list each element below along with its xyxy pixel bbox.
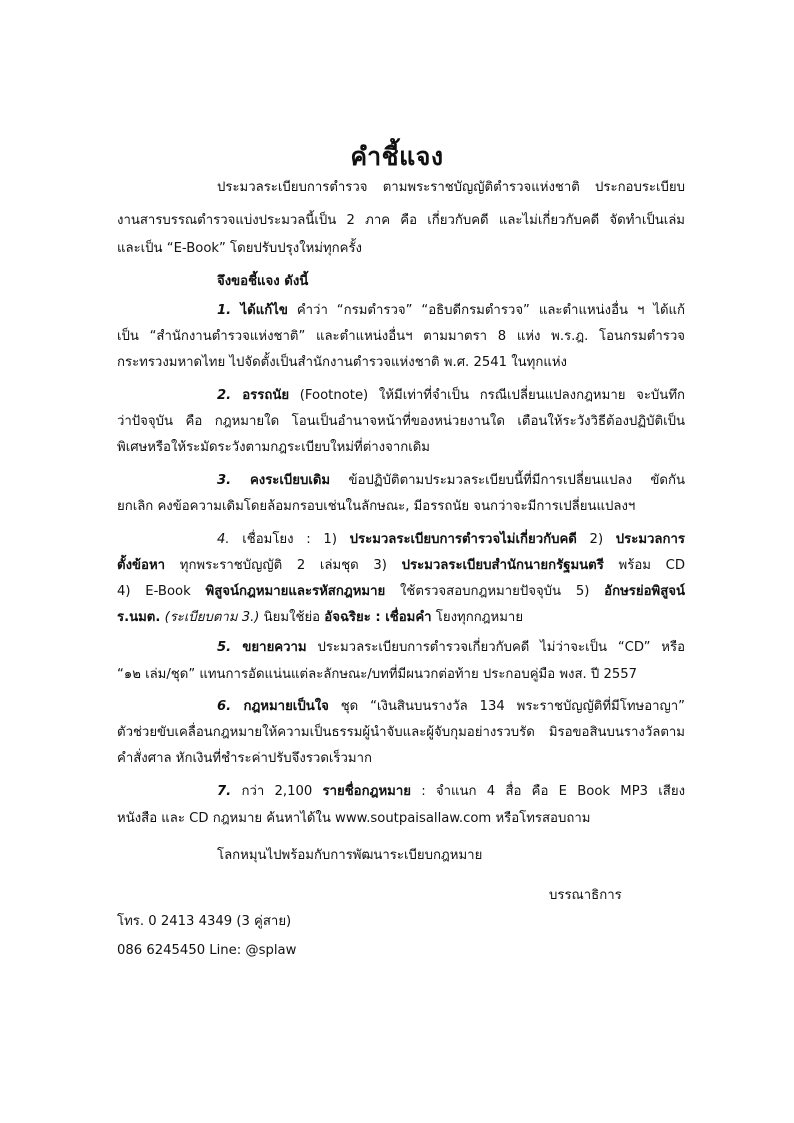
item-heading: คงระเบียบเดิม — [249, 473, 331, 488]
signature-editor: บรรณาธิการ — [549, 888, 622, 903]
item-2-line-1 — [217, 385, 685, 407]
item-number: 2. — [217, 388, 232, 403]
item-6-line-3: คำสั่งศาล หักเงินที่ชำระค่าปรับจึงรวดเร็วมาก — [117, 751, 372, 766]
item-heading: เชื่อมโยง — [242, 532, 294, 547]
item-heading: กฎหมายเป็นใจ — [243, 699, 329, 714]
smart-link-label: อัจฉริยะ : เชื่อมคำ — [324, 610, 432, 625]
item-text: โยงทุกกฎหมาย — [431, 610, 524, 625]
link-law-verification: พิสูจน์กฎหมายและรหัสกฎหมาย — [205, 584, 386, 599]
item-text: (Footnote) ให้มีเท่าที่จำเป็น กรณีเปลี่ยนแปลงกฎหมาย จะบันทึก — [299, 388, 685, 403]
item-text: กว่า 2,100 — [241, 784, 323, 799]
item-number: 1. — [217, 303, 232, 318]
item-4-line-4 — [117, 607, 685, 629]
link-police-non-criminal: ประมวลระเบียบการตำรวจไม่เกี่ยวกับคดี — [349, 532, 577, 547]
item-text: พร้อม CD — [603, 558, 685, 573]
item-1-line-3: กระทรวงมหาดไทย ไปจัดตั้งเป็นสำนักงานตำรวจแห่งชาติ พ.ศ. 2541 ในทุกแห่ง — [117, 355, 567, 370]
item-text-italic: (ระเบียบตาม 3.) — [160, 610, 260, 625]
item-4-line-2 — [117, 555, 685, 577]
item-heading: ขยายความ — [242, 640, 307, 655]
item-2-line-3: พิเศษหรือให้ระมัดระวังตามกฎระเบียบใหม่ที่ต่างจากเดิม — [117, 440, 430, 455]
item-text: ใช้ตรวจสอบกฎหมายปัจจุบัน 5) — [385, 584, 605, 599]
intro-line-1: ประมวลระเบียบการตำรวจ ตามพระราชบัญญัติตำรวจแห่งชาติ ประกอบระเบียบ — [217, 180, 685, 195]
link-pm-office-code: ประมวลระเบียบสำนักนายกรัฐมนตรี — [401, 558, 604, 573]
item-number: 6. — [217, 699, 232, 714]
item-number: 7. — [217, 784, 232, 799]
item-7-line-1 — [217, 781, 685, 803]
item-2-line-2: ว่าปัจจุบัน คือ กฎหมายใด โอนเป็นอำนาจหน้าที่ของหน่วยงานใด เตือนให้ระวังวิธีต้องปฏิบัติเป็น — [117, 414, 685, 429]
closing-line: โลกหมุนไปพร้อมกับการพัฒนาระเบียบกฎหมาย — [217, 848, 483, 863]
item-text: ชุด “เงินสินบนรางวัล 134 พระราชบัญญัติที่มีโทษอาญา” — [340, 699, 685, 714]
item-5-line-1 — [217, 637, 685, 659]
link-charges-code-cont: ตั้งข้อหา — [117, 558, 166, 573]
item-text: : 1) — [293, 532, 350, 547]
item-5-line-2: “๑๒ เล่ม/ชุด” แทนการอัดแน่นแต่ละลักษณะ/บทที่มีผนวกต่อท้าย ประกอบคู่มือ พงส. ปี 2557 — [117, 667, 638, 682]
item-heading: ได้แก้ไข — [240, 303, 288, 318]
item-7-line-2: หนังสือ และ CD กฎหมาย ค้นหาได้ใน www.soutpaisallaw.com หรือโทรสอบถาม — [117, 811, 591, 826]
item-text: นิยมใช้ย่อ — [259, 610, 325, 625]
item-text: 4) E-Book — [117, 584, 206, 599]
item-6-line-2: ตัวช่วยขับเคลื่อนกฎหมายให้ความเป็นธรรมผู้นำจับและผู้จับกุมอย่างรวบรัด มิรอขอสินบนรางวัลตาม — [117, 725, 685, 740]
link-charges-code: ประมวลการ — [615, 532, 685, 547]
page-title: คำชี้แจง — [350, 142, 444, 171]
item-text: คำว่า “กรมตำรวจ” “อธิบดีกรมตำรวจ” และตำแหน่งอื่น ฯ ได้แก้ — [296, 303, 685, 318]
item-number: 3. — [217, 473, 232, 488]
item-text: ประมวลระเบียบการตำรวจเกี่ยวกับคดี ไม่ว่าจะเป็น “CD” หรือ — [317, 640, 686, 655]
item-heading: อรรถนัย — [242, 388, 290, 403]
item-text: : จำแนก 4 สื่อ คือ E Book MP3 เสียง — [410, 784, 686, 799]
link-abbreviation-verification: อักษรย่อพิสูจน์ — [604, 584, 685, 599]
item-text: ทุกพระราชบัญญัติ 2 เล่มชุด 3) — [165, 558, 402, 573]
contact-phone: โทร. 0 2413 4349 (3 คู่สาย) — [117, 914, 292, 929]
item-3-line-2: ยกเลิก คงข้อความเดิมโดยล้อมกรอบเช่นในลักษณะ, มีอรรถนัย จนกว่าจะมีการเปลี่ยนแปลงฯ — [117, 499, 636, 514]
clarify-heading: จึงขอชี้แจง ดังนี้ — [217, 274, 309, 289]
intro-line-3: และเป็น “E-Book” โดยปรับปรุงใหม่ทุกครั้ง — [117, 241, 362, 256]
intro-line-2: งานสารบรรณตำรวจแบ่งประมวลนี้เป็น 2 ภาค คือ เกี่ยวกับคดี และไม่เกี่ยวกับคดี จัดทำเป็นเล่ม — [117, 213, 685, 228]
item-1-line-1 — [217, 300, 685, 322]
item-heading: รายชื่อกฎหมาย — [322, 784, 411, 799]
item-text: ข้อปฏิบัติตามประมวลระเบียบนี้ที่มีการเปลี่ยนแปลง ขัดกัน — [348, 473, 685, 488]
item-3-line-1 — [217, 470, 685, 492]
item-number: 5. — [217, 640, 232, 655]
contact-mobile-line: 086 6245450 Line: @splaw — [117, 943, 297, 958]
item-text: 2) — [576, 532, 616, 547]
item-4-line-1 — [217, 529, 685, 551]
item-4-line-3 — [117, 581, 685, 603]
item-1-line-2: เป็น “สำนักงานตำรวจแห่งชาติ” และตำแหน่งอื่นฯ ตามมาตรา 8 แห่ง พ.ร.ฎ. โอนกรมตำรวจ — [117, 329, 685, 344]
abbreviation-label: ร.นมต. — [117, 610, 161, 625]
item-number: 4. — [217, 532, 230, 547]
item-6-line-1 — [217, 696, 685, 718]
